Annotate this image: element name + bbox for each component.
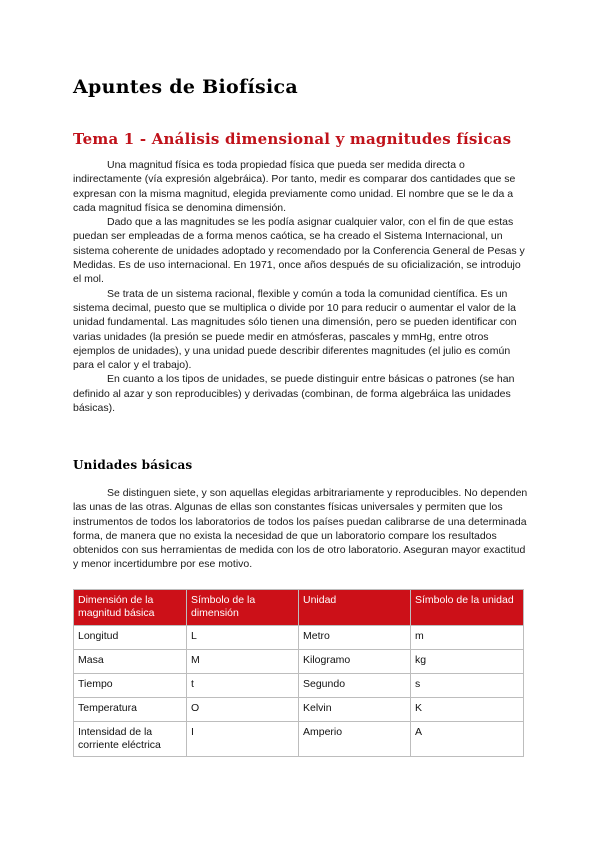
table-cell: Longitud [74, 626, 187, 650]
table-cell: m [411, 626, 524, 650]
table-header-cell: Unidad [299, 590, 411, 626]
paragraph: Dado que a las magnitudes se les podía asignar cualquier valor, con el fin de que estas puedan ser empleadas de a forma menos caótica, se ha creado el Sistema Internacional, un sistema coherente de unidades adoptado y recomendado por la Conferencia General de Pesas y Medidas. Es de uso internacional. En 1971, once años después de su oficialización, se introdujo el mol. [73, 216, 525, 286]
table-row [74, 722, 524, 757]
table-cell: s [411, 674, 524, 698]
table-cell: Masa [74, 650, 187, 674]
table-cell: Kilogramo [299, 650, 411, 674]
table-cell: L [187, 626, 299, 650]
table-cell: Segundo [299, 674, 411, 698]
table-row [74, 674, 524, 698]
table-header-row [74, 590, 524, 626]
table-cell: t [187, 674, 299, 698]
table-cell: kg [411, 650, 524, 674]
table-cell: Temperatura [74, 698, 187, 722]
document-title: Apuntes de Biofísica [73, 76, 298, 98]
units-table [73, 589, 524, 757]
table-cell: M [187, 650, 299, 674]
subsection-heading: Unidades básicas [73, 458, 193, 472]
section-heading: Tema 1 - Análisis dimensional y magnitudes físicas [73, 130, 512, 148]
table-header-cell: Dimensión de la magnitud básica [74, 590, 187, 626]
subsection-body [73, 486, 529, 572]
paragraph: Una magnitud física es toda propiedad física que pueda ser medida directa o indirectamente (vía expresión algebráica). Por tanto, medir es comparar dos cantidades que se expresan con la misma magnitud, elegida previamente como unidad. El nombre que se le da a cada magnitud física se denomina dimensión. [73, 159, 516, 214]
section-body [73, 158, 529, 415]
table-row [74, 698, 524, 722]
table-header-cell: Símbolo de la dimensión [187, 590, 299, 626]
table-cell: O [187, 698, 299, 722]
paragraph: En cuanto a los tipos de unidades, se puede distinguir entre básicas o patrones (se han definido al azar y son reproducibles) y derivadas (combinan, de forma algebráica las unidades básicas). [73, 373, 515, 415]
table-header-cell: Símbolo de la unidad [411, 590, 524, 626]
table-cell: Metro [299, 626, 411, 650]
table-cell: Tiempo [74, 674, 187, 698]
table-cell: K [411, 698, 524, 722]
table-cell: Amperio [299, 722, 411, 757]
table-row [74, 650, 524, 674]
table-cell: Kelvin [299, 698, 411, 722]
table-row [74, 626, 524, 650]
table-cell: I [187, 722, 299, 757]
paragraph: Se trata de un sistema racional, flexible y común a toda la comunidad científica. Es un sistema decimal, puesto que se multiplica o divide por 10 para reducir o aumentar el valor de la unidad fundamental. Las magnitudes sólo tienen una dimensión, pero se pueden identificar con varias unidades (la presión se puede medir en atmósferas, pascales y mmHg, entre otros ejemplos de unidades), y una unidad puede describir diferentes magnitudes (el julio es común para el calor y el trabajo). [73, 287, 517, 372]
table-cell: Intensidad de la corriente eléctrica [74, 722, 187, 757]
table-cell: A [411, 722, 524, 757]
paragraph: Se distinguen siete, y son aquellas elegidas arbitrariamente y reproducibles. No dependen las unas de las otras. Algunas de ellas son constantes físicas universales y permiten que los instrumentos de todos los laboratorios de todos los países puedan calibrarse de una determinada forma, de manera que no exista la necesidad de que un laboratorio compare los resultados obtenidos con sus herramientas de medida con los de otro laboratorio. Aseguran mayor exactitud y menor incertidumbre por ese motivo. [73, 487, 528, 571]
